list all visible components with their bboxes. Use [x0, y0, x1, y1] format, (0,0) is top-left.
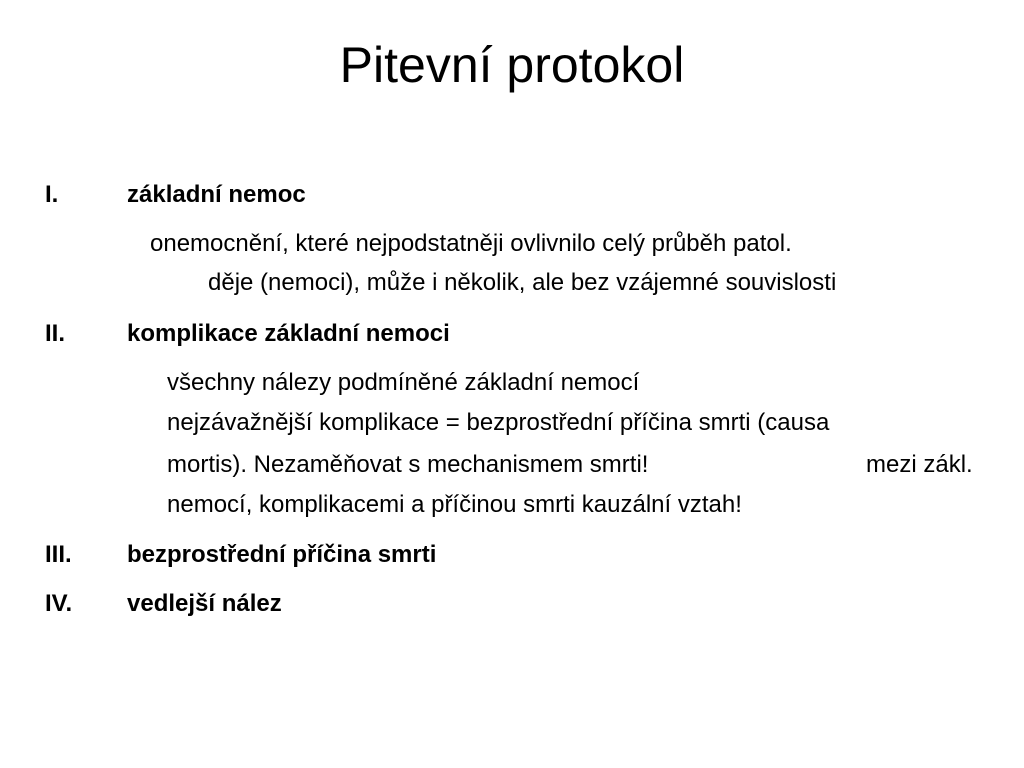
item-2-desc-line-3: mortis). Nezaměňovat s mechanismem smrti!: [167, 451, 649, 478]
item-number-4: IV.: [45, 590, 73, 617]
item-heading-4: vedlejší nález: [127, 590, 282, 617]
item-number-2: II.: [45, 320, 66, 347]
item-heading-2: komplikace základní nemoci: [127, 320, 450, 347]
item-number-3: III.: [45, 541, 72, 568]
item-2-desc-line-2: nejzávažnější komplikace = bezprostřední příčina smrti (causa: [167, 409, 830, 436]
item-number-1: I.: [45, 181, 59, 208]
item-2-desc-line-1: všechny nálezy podmíněné základní nemocí: [167, 369, 640, 396]
item-heading-3: bezprostřední příčina smrti: [127, 541, 437, 568]
item-2-desc-line-4: nemocí, komplikacemi a příčinou smrti kauzální vztah!: [167, 491, 742, 518]
item-heading-1: základní nemoc: [127, 181, 306, 208]
item-1-desc-line-1: onemocnění, které nejpodstatněji ovlivnilo celý průběh patol.: [150, 230, 792, 257]
item-1-desc-line-2: děje (nemoci), může i několik, ale bez vzájemné souvislosti: [208, 269, 837, 296]
item-2-desc-line-3b: mezi zákl.: [866, 451, 973, 478]
slide-title: Pitevní protokol: [339, 37, 685, 93]
